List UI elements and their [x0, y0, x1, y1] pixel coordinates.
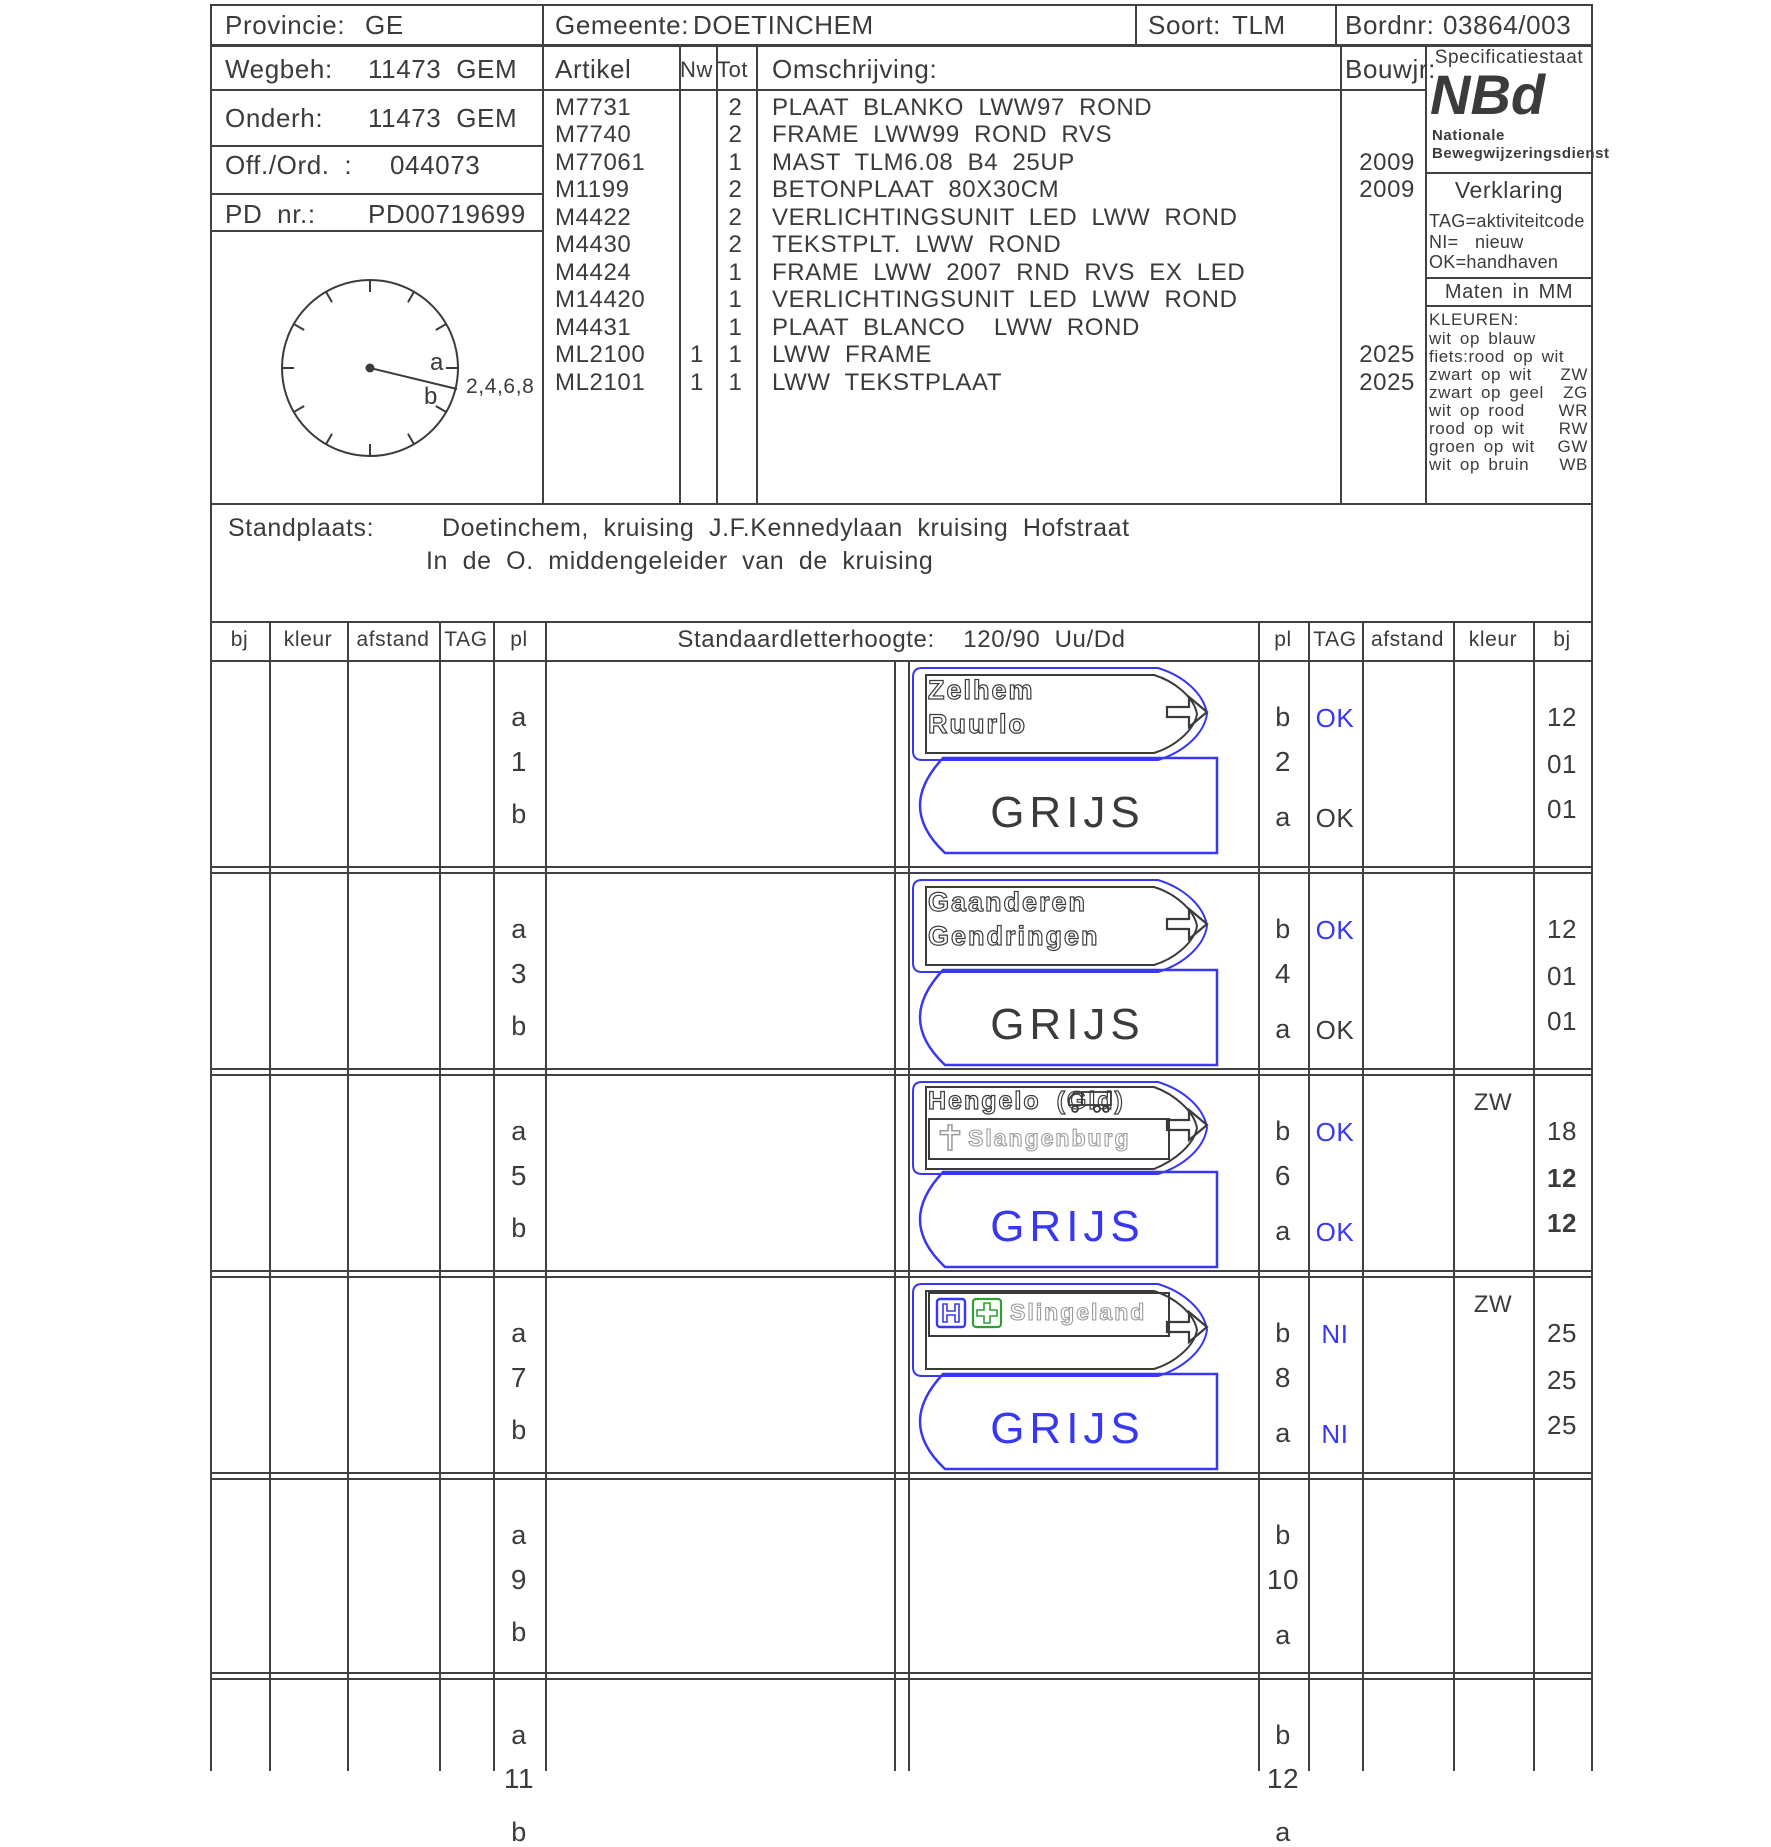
article-code: M4430	[555, 231, 632, 258]
row-separator	[210, 1074, 1593, 1076]
pl-cell: a	[1275, 802, 1291, 832]
col-header-tag-right: TAG	[1313, 628, 1357, 651]
grid-line	[1425, 172, 1593, 174]
soort-label: Soort:	[1148, 10, 1221, 40]
kleur-name: rood op wit	[1429, 419, 1525, 438]
wegbeh-value: 11473 GEM	[368, 54, 518, 84]
sign-destination-1: Gaanderen	[928, 887, 1088, 917]
col-header-kleur-left: kleur	[283, 628, 333, 651]
pl-cell: b	[1275, 1720, 1291, 1750]
verklaring-tag: TAG=aktiviteitcode	[1429, 211, 1585, 231]
pl-cell: a	[511, 702, 527, 732]
cross-icon	[971, 1297, 1003, 1329]
bj-value: 01	[1546, 794, 1578, 824]
grid-line	[493, 621, 495, 1771]
bj-value: 01	[1546, 961, 1578, 991]
pl-cell: b	[511, 1213, 527, 1243]
nbd-logo: NBd	[1430, 63, 1546, 126]
pdnr-label: PD nr.:	[225, 199, 316, 229]
pl-cell: 12	[1266, 1763, 1300, 1794]
offord-label: Off./Ord. :	[225, 150, 353, 180]
hospital-h-icon	[935, 1297, 967, 1329]
kleur-name: fiets:rood op wit	[1429, 347, 1565, 366]
grid-line	[210, 4, 212, 1771]
omschrijving-column-header: Omschrijving:	[772, 54, 938, 84]
grid-line	[894, 660, 896, 1771]
pl-cell: b	[511, 1011, 527, 1041]
grid-line	[756, 44, 758, 503]
verklaring-ok: OK=handhaven	[1429, 252, 1559, 272]
grid-line	[1308, 621, 1310, 1771]
panel-title: Specificatiestaat	[1434, 47, 1584, 68]
kleur-code: ZW	[1560, 365, 1588, 384]
article-tot: 2	[728, 204, 743, 231]
verklaring-ni: NI= nieuw	[1429, 232, 1524, 252]
tag-status: OK	[1315, 1217, 1355, 1247]
article-tot: 1	[728, 286, 743, 313]
pl-cell: b	[1275, 1520, 1291, 1550]
kleuren-title: KLEUREN:	[1429, 310, 1519, 329]
pl-cell: 8	[1274, 1362, 1292, 1393]
tag-status: OK	[1315, 915, 1355, 945]
provincie-value: GE	[365, 10, 404, 40]
kleur-name: groen op wit	[1429, 437, 1535, 456]
grid-line	[347, 621, 349, 1771]
row-separator	[210, 1672, 1593, 1674]
pl-cell: 2	[1274, 746, 1292, 777]
bj-value: 01	[1546, 749, 1578, 779]
verklaring-title: Verklaring	[1454, 177, 1564, 203]
grid-line	[542, 4, 544, 503]
article-code: M4431	[555, 314, 632, 341]
article-code: ML2100	[555, 341, 646, 368]
pl-cell: a	[1275, 1817, 1291, 1847]
tag-status: OK	[1315, 1117, 1355, 1147]
bj-value: 12	[1546, 1208, 1578, 1238]
kleur-value: ZW	[1473, 1291, 1513, 1318]
grid-line	[1135, 4, 1137, 44]
pl-cell: a	[511, 1520, 527, 1550]
grid-line	[210, 621, 1593, 623]
pl-cell: b	[511, 1617, 527, 1647]
col-header-pl-right: pl	[1274, 628, 1292, 651]
bj-value: 12	[1546, 1163, 1578, 1193]
kleur-name: wit op bruin	[1429, 455, 1530, 474]
bj-value: 12	[1546, 702, 1578, 732]
pl-cell: b	[1275, 702, 1291, 732]
pl-cell: 4	[1274, 958, 1292, 989]
row-separator	[210, 1472, 1593, 1474]
article-tot: 1	[728, 341, 743, 368]
arrow-right-icon	[1164, 903, 1210, 945]
article-description: LWW TEKSTPLAAT	[772, 369, 1003, 396]
pl-cell: a	[511, 1318, 527, 1348]
bouwjr-label: Bouwjr:	[1345, 54, 1436, 84]
pl-cell: 1	[510, 746, 528, 777]
dial-label-a: a	[430, 349, 444, 376]
pl-cell: a	[1275, 1014, 1291, 1044]
grid-line	[1340, 44, 1342, 503]
pl-cell: 10	[1266, 1564, 1300, 1595]
soort-value: TLM	[1232, 10, 1286, 40]
grijs-label: GRIJS	[990, 1404, 1145, 1453]
col-header-pl-left: pl	[510, 628, 528, 651]
tag-status: OK	[1315, 1015, 1355, 1045]
article-nw: 1	[690, 369, 704, 396]
article-description: PLAAT BLANKO LWW97 ROND	[772, 94, 1153, 121]
arrow-right-icon	[1164, 1104, 1210, 1146]
artikel-column-header: Artikel	[555, 54, 632, 84]
article-description: PLAAT BLANCO LWW ROND	[772, 314, 1140, 341]
grid-line	[1533, 621, 1535, 1771]
dial-label-b: b	[424, 383, 438, 410]
grid-line	[908, 660, 910, 1771]
col-header-tag-left: TAG	[444, 628, 488, 651]
offord-value: 044073	[390, 150, 481, 180]
grid-line	[1362, 621, 1364, 1771]
grid-line	[439, 621, 441, 1771]
sign-destination-2: Ruurlo	[928, 709, 1027, 739]
provincie-label: Provincie:	[225, 10, 346, 40]
col-header-afstand-left: afstand	[356, 628, 430, 651]
sign-destination-1: Zelhem	[928, 675, 1035, 705]
kleur-name: zwart op geel	[1429, 383, 1544, 402]
tag-status: OK	[1315, 803, 1355, 833]
col-header-bj-left: bj	[230, 628, 249, 651]
org-name-1: Nationale	[1432, 127, 1505, 144]
bj-value: 18	[1546, 1116, 1578, 1146]
pl-cell: b	[1275, 1116, 1291, 1146]
article-code: ML2101	[555, 369, 646, 396]
gemeente-label: Gemeente:	[555, 10, 690, 40]
arrow-right-icon	[1164, 691, 1210, 733]
article-description: LWW FRAME	[772, 341, 932, 368]
pl-cell: a	[1275, 1216, 1291, 1246]
standplaats-line1: Doetinchem, kruising J.F.Kennedylaan kruising Hofstraat	[442, 514, 1130, 542]
grijs-label: GRIJS	[990, 788, 1145, 837]
grid-line	[210, 145, 542, 147]
article-bouwjr: 2025	[1359, 369, 1415, 396]
nw-column-header: Nw	[680, 57, 713, 82]
org-name-2: Bewegwijzeringsdienst	[1432, 145, 1610, 162]
grid-line	[679, 44, 681, 503]
kleur-code: WR	[1558, 401, 1588, 420]
grid-line	[210, 660, 1593, 662]
kleur-name: wit op blauw	[1429, 329, 1536, 348]
pdnr-value: PD00719699	[368, 199, 526, 229]
article-description: VERLICHTINGSUNIT LED LWW ROND	[772, 204, 1238, 231]
article-code: M1199	[555, 176, 630, 203]
grid-line	[210, 193, 542, 195]
kleur-name: wit op rood	[1429, 401, 1525, 420]
pl-cell: b	[511, 799, 527, 829]
arrow-right-icon	[1164, 1306, 1210, 1348]
sub-destination-label: Slingeland	[1010, 1299, 1147, 1325]
pl-cell: a	[511, 1116, 527, 1146]
tag-status: NI	[1321, 1319, 1349, 1349]
truck-icon	[1066, 1089, 1114, 1115]
sub-destination-label: Slangenburg	[968, 1125, 1131, 1151]
grid-line	[1258, 621, 1260, 1771]
row-separator	[210, 1270, 1593, 1272]
pl-cell: 6	[1274, 1160, 1292, 1191]
col-header-afstand-right: afstand	[1370, 628, 1445, 651]
article-bouwjr: 2009	[1359, 176, 1415, 203]
kleur-code: RW	[1558, 419, 1588, 438]
grid-line	[210, 89, 1425, 91]
article-tot: 1	[728, 259, 743, 286]
row-separator	[210, 1478, 1593, 1480]
article-description: FRAME LWW 2007 RND RVS EX LED	[772, 259, 1246, 286]
grid-line	[210, 44, 1593, 47]
standplaats-line2: In de O. middengeleider van de kruising	[426, 547, 934, 575]
pl-cell: a	[1275, 1620, 1291, 1650]
kleur-code: GW	[1557, 437, 1588, 456]
row-separator	[210, 866, 1593, 868]
article-tot: 2	[728, 231, 743, 258]
article-code: M4422	[555, 204, 632, 231]
church-icon	[937, 1122, 963, 1153]
row-separator	[210, 1678, 1593, 1680]
pl-cell: b	[511, 1415, 527, 1445]
pl-cell: 3	[510, 958, 528, 989]
pl-cell: 11	[503, 1763, 535, 1794]
sign-destination-1: Hengelo (Gld)	[928, 1087, 1125, 1115]
grid-line	[1453, 621, 1455, 1771]
maten-note: Maten in MM	[1444, 281, 1574, 303]
pl-cell: b	[1275, 1318, 1291, 1348]
grid-line	[210, 503, 1593, 505]
article-code: M4424	[555, 259, 632, 286]
kleur-code: WB	[1559, 455, 1588, 474]
row-separator	[210, 1276, 1593, 1278]
article-code: M7740	[555, 121, 632, 148]
article-description: VERLICHTINGSUNIT LED LWW ROND	[772, 286, 1238, 313]
grid-line	[1425, 44, 1427, 503]
article-description: MAST TLM6.08 B4 25UP	[772, 149, 1075, 176]
onderh-value: 11473 GEM	[368, 103, 518, 133]
bj-value: 25	[1546, 1318, 1578, 1348]
grijs-label: GRIJS	[990, 1000, 1145, 1049]
kleur-value: ZW	[1473, 1089, 1513, 1116]
row-separator	[210, 1068, 1593, 1070]
article-nw: 1	[690, 341, 704, 368]
wegbeh-label: Wegbeh:	[225, 54, 333, 84]
grid-line	[1591, 4, 1593, 1771]
article-tot: 1	[728, 149, 743, 176]
grijs-label: GRIJS	[990, 1202, 1145, 1251]
grid-line	[545, 621, 547, 1771]
pl-cell: b	[1275, 914, 1291, 944]
article-tot: 1	[728, 369, 743, 396]
tot-column-header: Tot	[717, 57, 749, 82]
article-tot: 2	[728, 176, 743, 203]
pl-cell: b	[511, 1817, 527, 1847]
col-header-kleur-right: kleur	[1468, 628, 1518, 651]
onderh-label: Onderh:	[225, 103, 324, 133]
kleur-name: zwart op wit	[1429, 365, 1532, 384]
pl-cell: 7	[510, 1362, 528, 1393]
article-description: BETONPLAAT 80X30CM	[772, 176, 1060, 203]
tag-status: NI	[1321, 1419, 1349, 1449]
article-bouwjr: 2025	[1359, 341, 1415, 368]
tag-status: OK	[1315, 703, 1355, 733]
article-tot: 2	[728, 121, 743, 148]
grid-line	[210, 230, 542, 232]
col-header-bj-right: bj	[1553, 628, 1571, 651]
grid-line	[269, 621, 271, 1771]
article-bouwjr: 2009	[1359, 149, 1415, 176]
grid-line	[210, 4, 1593, 6]
bj-value: 12	[1546, 914, 1578, 944]
article-tot: 1	[728, 314, 743, 341]
sign-destination-2: Gendringen	[928, 921, 1100, 951]
pl-cell: a	[511, 914, 527, 944]
pl-cell: 9	[510, 1564, 528, 1595]
standaardletterhoogte-header: Standaardletterhoogte: 120/90 Uu/Dd	[677, 626, 1126, 653]
standplaats-label: Standplaats:	[228, 514, 375, 542]
grid-line	[1425, 305, 1593, 307]
article-description: TEKSTPLT. LWW ROND	[772, 231, 1062, 258]
article-code: M7731	[555, 94, 632, 121]
kleur-code: ZG	[1563, 383, 1588, 402]
bj-value: 25	[1546, 1410, 1578, 1440]
article-code: M77061	[555, 149, 646, 176]
pl-cell: a	[1275, 1418, 1291, 1448]
grid-line	[1425, 277, 1593, 279]
bordnr-value: 03864/003	[1443, 10, 1572, 40]
pl-cell: 5	[510, 1160, 528, 1191]
article-code: M14420	[555, 286, 646, 313]
pl-cell: a	[511, 1720, 527, 1750]
bj-value: 25	[1546, 1365, 1578, 1395]
bj-value: 01	[1546, 1006, 1578, 1036]
grid-line	[1335, 4, 1337, 44]
bordnr-label: Bordnr:	[1345, 10, 1435, 40]
article-tot: 2	[728, 94, 743, 121]
row-separator	[210, 872, 1593, 874]
dial-values: 2,4,6,8	[466, 375, 535, 398]
gemeente-value: DOETINCHEM	[693, 10, 874, 40]
article-description: FRAME LWW99 ROND RVS	[772, 121, 1113, 148]
